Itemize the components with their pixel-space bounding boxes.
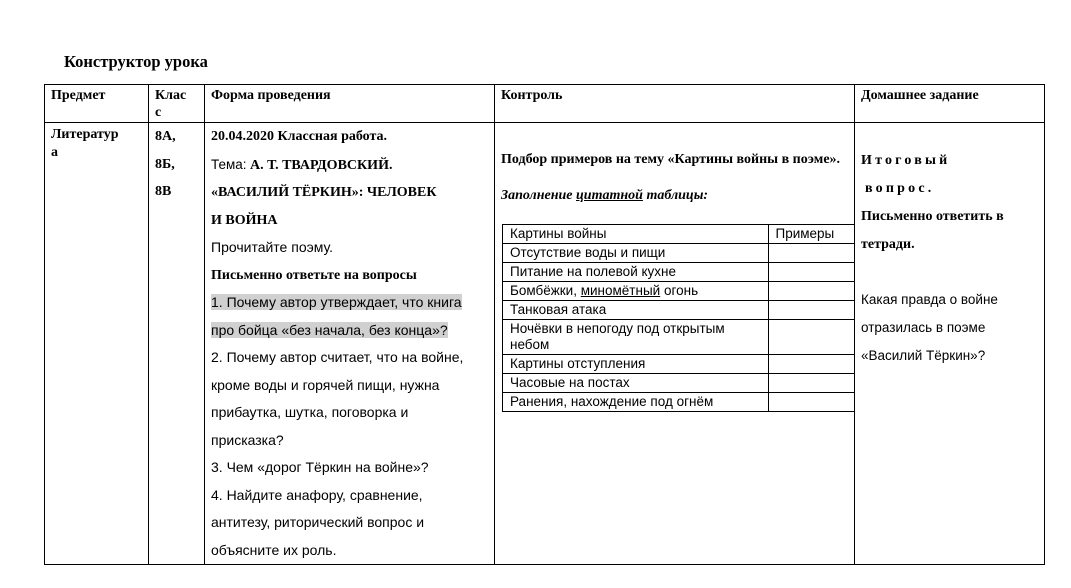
table-row bbox=[503, 393, 855, 412]
citation-header-row bbox=[503, 225, 855, 244]
homework-line3: Письменно ответить в bbox=[861, 209, 1004, 224]
table-row bbox=[503, 244, 855, 263]
citation-topic: Часовые на постах bbox=[503, 374, 769, 393]
table-body-row bbox=[45, 123, 1045, 565]
question-line: 4. Найдите анафору, сравнение, bbox=[211, 486, 423, 503]
question-line: объясните их роль. bbox=[211, 541, 337, 558]
class-list bbox=[149, 123, 204, 206]
topic-line3: И ВОЙНА bbox=[211, 212, 278, 228]
header-subject-cell bbox=[45, 85, 149, 123]
question-line: кроме воды и горячей пищи, нужна bbox=[211, 376, 440, 393]
question-line: 3. Чем «дорог Тёркин на войне»? bbox=[211, 459, 429, 475]
topic-line2: «ВАСИЛИЙ ТЁРКИН»: ЧЕЛОВЕК bbox=[211, 185, 437, 200]
row3-prefix: Бомбёжки, bbox=[510, 283, 577, 298]
homework-line4: тетради. bbox=[861, 237, 915, 252]
header-class-line1: Клас bbox=[155, 88, 187, 103]
subject-line2: а bbox=[51, 145, 58, 160]
question-line: прибаутка, шутка, поговорка и bbox=[211, 404, 409, 420]
question-line: антитезу, риторический вопрос и bbox=[211, 514, 425, 530]
topic-author: А. Т. ТВАРДОВСКИЙ. bbox=[250, 157, 393, 173]
read-instruction: Прочитайте поэму. bbox=[211, 239, 334, 255]
lesson-topic bbox=[211, 151, 488, 180]
page-title: Конструктор урока bbox=[64, 52, 208, 71]
header-form: Форма проведения bbox=[211, 88, 331, 103]
question-line: присказка? bbox=[211, 431, 284, 448]
homework-cell bbox=[855, 123, 1045, 565]
row3-suffix: огонь bbox=[663, 283, 699, 298]
header-control: Контроль bbox=[501, 88, 563, 103]
citation-topic bbox=[503, 282, 769, 301]
citation-topic: Отсутствие воды и пищи bbox=[503, 244, 769, 263]
header-control-cell bbox=[495, 85, 855, 123]
citation-example-cell[interactable] bbox=[768, 263, 855, 282]
header-class-line2: с bbox=[155, 105, 162, 120]
header-homework-cell bbox=[855, 85, 1045, 123]
citation-table bbox=[502, 224, 855, 412]
header-homework: Домашнее задание bbox=[861, 88, 979, 103]
header-form-cell bbox=[205, 85, 495, 123]
homework-line2: вопрос. bbox=[865, 181, 935, 196]
fill-underlined: цитатной bbox=[576, 188, 643, 203]
table-row bbox=[503, 320, 855, 355]
citation-example-cell[interactable] bbox=[768, 374, 855, 393]
citation-example-cell[interactable] bbox=[768, 393, 855, 412]
highlighted-text: про бойца «без начала, без конца»? bbox=[211, 321, 448, 338]
class-item: 8Б, bbox=[155, 156, 175, 172]
question-line: 2. Почему автор считает, что на войне, bbox=[211, 349, 464, 365]
fill-prefix: Заполнение bbox=[501, 188, 573, 203]
form-cell bbox=[205, 123, 495, 565]
row3-underlined: миномётный bbox=[580, 283, 661, 298]
table-row bbox=[503, 263, 855, 282]
table-header-row bbox=[45, 85, 1045, 123]
control-content bbox=[495, 150, 854, 412]
form-content bbox=[205, 123, 494, 564]
header-class bbox=[149, 85, 204, 121]
homework-question-line: Какая правда о войне bbox=[861, 292, 998, 307]
row5-line1: Ночёвки в непогоду под открытым bbox=[510, 321, 725, 336]
fill-suffix: таблицы: bbox=[646, 188, 709, 203]
citation-example-cell[interactable] bbox=[768, 320, 855, 355]
homework-line1: Итоговый bbox=[861, 153, 951, 168]
class-cell bbox=[149, 123, 205, 565]
subject-name bbox=[45, 123, 148, 162]
table-row bbox=[503, 282, 855, 301]
question-line bbox=[211, 289, 488, 317]
header-class-cell bbox=[149, 85, 205, 123]
citation-example-cell[interactable] bbox=[768, 355, 855, 374]
homework-content bbox=[855, 147, 1044, 370]
table-row bbox=[503, 374, 855, 393]
citation-topic: Картины отступления bbox=[503, 355, 769, 374]
citation-header-examples: Примеры bbox=[768, 225, 855, 244]
citation-header-pictures: Картины войны bbox=[503, 225, 769, 244]
header-subject: Предмет bbox=[51, 88, 106, 103]
answer-instruction: Письменно ответьте на вопросы bbox=[211, 267, 417, 283]
citation-topic: Питание на полевой кухне bbox=[503, 263, 769, 282]
highlighted-text: 1. Почему автор утверждает, что книга bbox=[211, 294, 462, 310]
class-item: 8В bbox=[155, 184, 172, 199]
table-row bbox=[503, 301, 855, 320]
citation-example-cell[interactable] bbox=[768, 244, 855, 263]
row5-line2: небом bbox=[510, 337, 550, 352]
topic-label: Тема: bbox=[211, 156, 247, 172]
lesson-table bbox=[44, 84, 1045, 565]
citation-topic: Ранения, нахождение под огнём bbox=[503, 393, 769, 412]
subject-cell bbox=[45, 123, 149, 565]
citation-topic bbox=[503, 320, 769, 355]
lesson-date: 20.04.2020 Классная работа. bbox=[211, 129, 388, 144]
table-row bbox=[503, 355, 855, 374]
control-cell bbox=[495, 123, 855, 565]
control-task: Подбор примеров на тему «Картины войны в поэме». bbox=[501, 152, 841, 167]
citation-topic: Танковая атака bbox=[503, 301, 769, 320]
citation-example-cell[interactable] bbox=[768, 282, 855, 301]
class-item: 8А, bbox=[155, 129, 176, 144]
fill-instruction bbox=[501, 187, 848, 205]
homework-question-line: отразилась в поэме bbox=[861, 320, 986, 335]
question-line bbox=[211, 317, 488, 345]
citation-example-cell[interactable] bbox=[768, 301, 855, 320]
subject-line1: Литератур bbox=[51, 127, 119, 142]
homework-question-line: «Василий Тёркин»? bbox=[861, 348, 986, 363]
